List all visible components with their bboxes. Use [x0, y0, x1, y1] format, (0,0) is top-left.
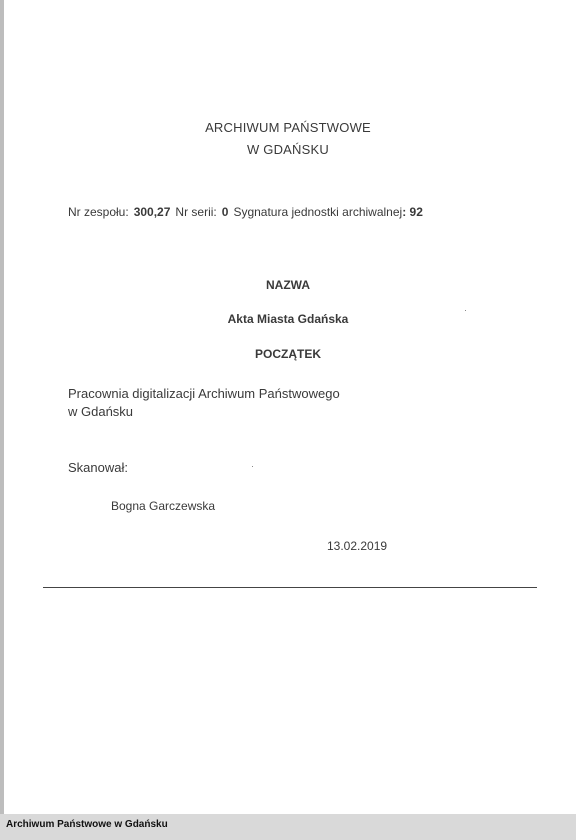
scanner-name: Bogna Garczewska [111, 499, 216, 513]
zespol-value: 300,27 [133, 205, 171, 219]
scanned-by-label: Skanował: [68, 460, 128, 475]
archive-city: W GDAŃSKU [247, 142, 329, 157]
serii-label: Nr serii: [175, 205, 217, 219]
lab-name-line2: w Gdańsku [68, 404, 134, 419]
nazwa-heading: NAZWA [266, 278, 310, 292]
archive-name: ARCHIWUM PAŃSTWOWE [205, 120, 371, 135]
sygnatura-label: Sygnatura jednostki archiwalnej [233, 205, 403, 219]
paper-speck [465, 310, 466, 311]
sygnatura-value: : 92 [402, 205, 423, 219]
poczatek-heading: POCZĄTEK [255, 347, 321, 361]
serii-value: 0 [221, 205, 229, 219]
zespol-label: Nr zespołu: [68, 205, 129, 219]
horizontal-rule [43, 587, 537, 588]
scan-date: 13.02.2019 [327, 539, 388, 553]
collection-title: Akta Miasta Gdańska [227, 312, 349, 326]
reference-line [68, 205, 423, 219]
paper-speck [252, 466, 253, 467]
archive-watermark: Archiwum Państwowe w Gdańsku [6, 819, 168, 830]
lab-name-line1: Pracownia digitalizacji Archiwum Państwowego [68, 386, 340, 401]
